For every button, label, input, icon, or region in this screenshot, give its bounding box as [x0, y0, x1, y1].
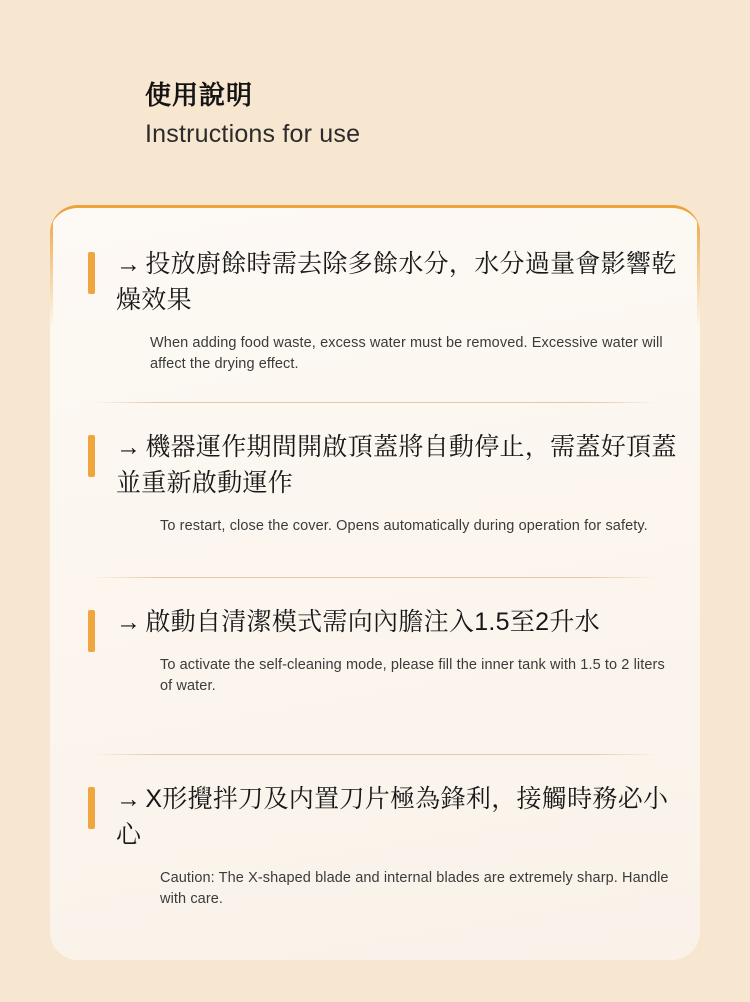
instruction-text-zh — [92, 429, 678, 502]
page-header — [0, 0, 750, 149]
list-item — [50, 604, 700, 698]
accent-bar — [88, 252, 95, 294]
list-item — [50, 429, 700, 537]
page-title-zh: 使用說明 — [145, 80, 254, 110]
spacer — [50, 537, 700, 551]
divider — [92, 754, 658, 755]
instruction-text-zh — [92, 246, 678, 319]
accent-bar — [88, 435, 95, 477]
accent-bar — [88, 787, 95, 829]
instruction-text-en: Caution: The X-shaped blade and internal blades are extremely sharp. Handle with care. — [160, 869, 669, 908]
instructions-list — [50, 208, 700, 911]
divider — [92, 402, 658, 403]
arrow-icon: → — [116, 785, 142, 813]
instructions-card — [50, 205, 700, 960]
instruction-text-zh — [92, 604, 678, 640]
accent-bar — [88, 610, 95, 652]
arrow-icon: → — [116, 433, 142, 461]
instruction-zh-body: X形攪拌刀及内置刀片極為鋒利，接觸時務必小心 — [116, 785, 669, 850]
list-item — [50, 246, 700, 376]
instruction-text-en: To restart, close the cover. Opens automatically during operation for safety. — [160, 517, 648, 534]
arrow-icon: → — [116, 608, 142, 637]
list-item — [50, 781, 700, 911]
instruction-text-en: When adding food waste, excess water must be removed. Excessive water will affect the drying effect. — [150, 334, 663, 373]
arrow-icon: → — [116, 250, 142, 278]
instruction-text-en: To activate the self-cleaning mode, please fill the inner tank with 1.5 to 2 liters of water. — [160, 656, 665, 695]
instruction-zh-body: 投放廚餘時需去除多餘水分，水分過量會影響乾燥效果 — [116, 250, 677, 315]
spacer — [50, 698, 700, 728]
instruction-text-zh — [92, 781, 678, 854]
instruction-zh-body: 機器運作期間開啟頂蓋將自動停止，需蓋好頂蓋並重新啟動運作 — [116, 433, 677, 498]
instruction-zh-body: 啟動自清潔模式需向內膽注入1.5至2升水 — [145, 608, 600, 637]
page-title-en: Instructions for use — [145, 120, 361, 149]
divider — [92, 577, 658, 578]
